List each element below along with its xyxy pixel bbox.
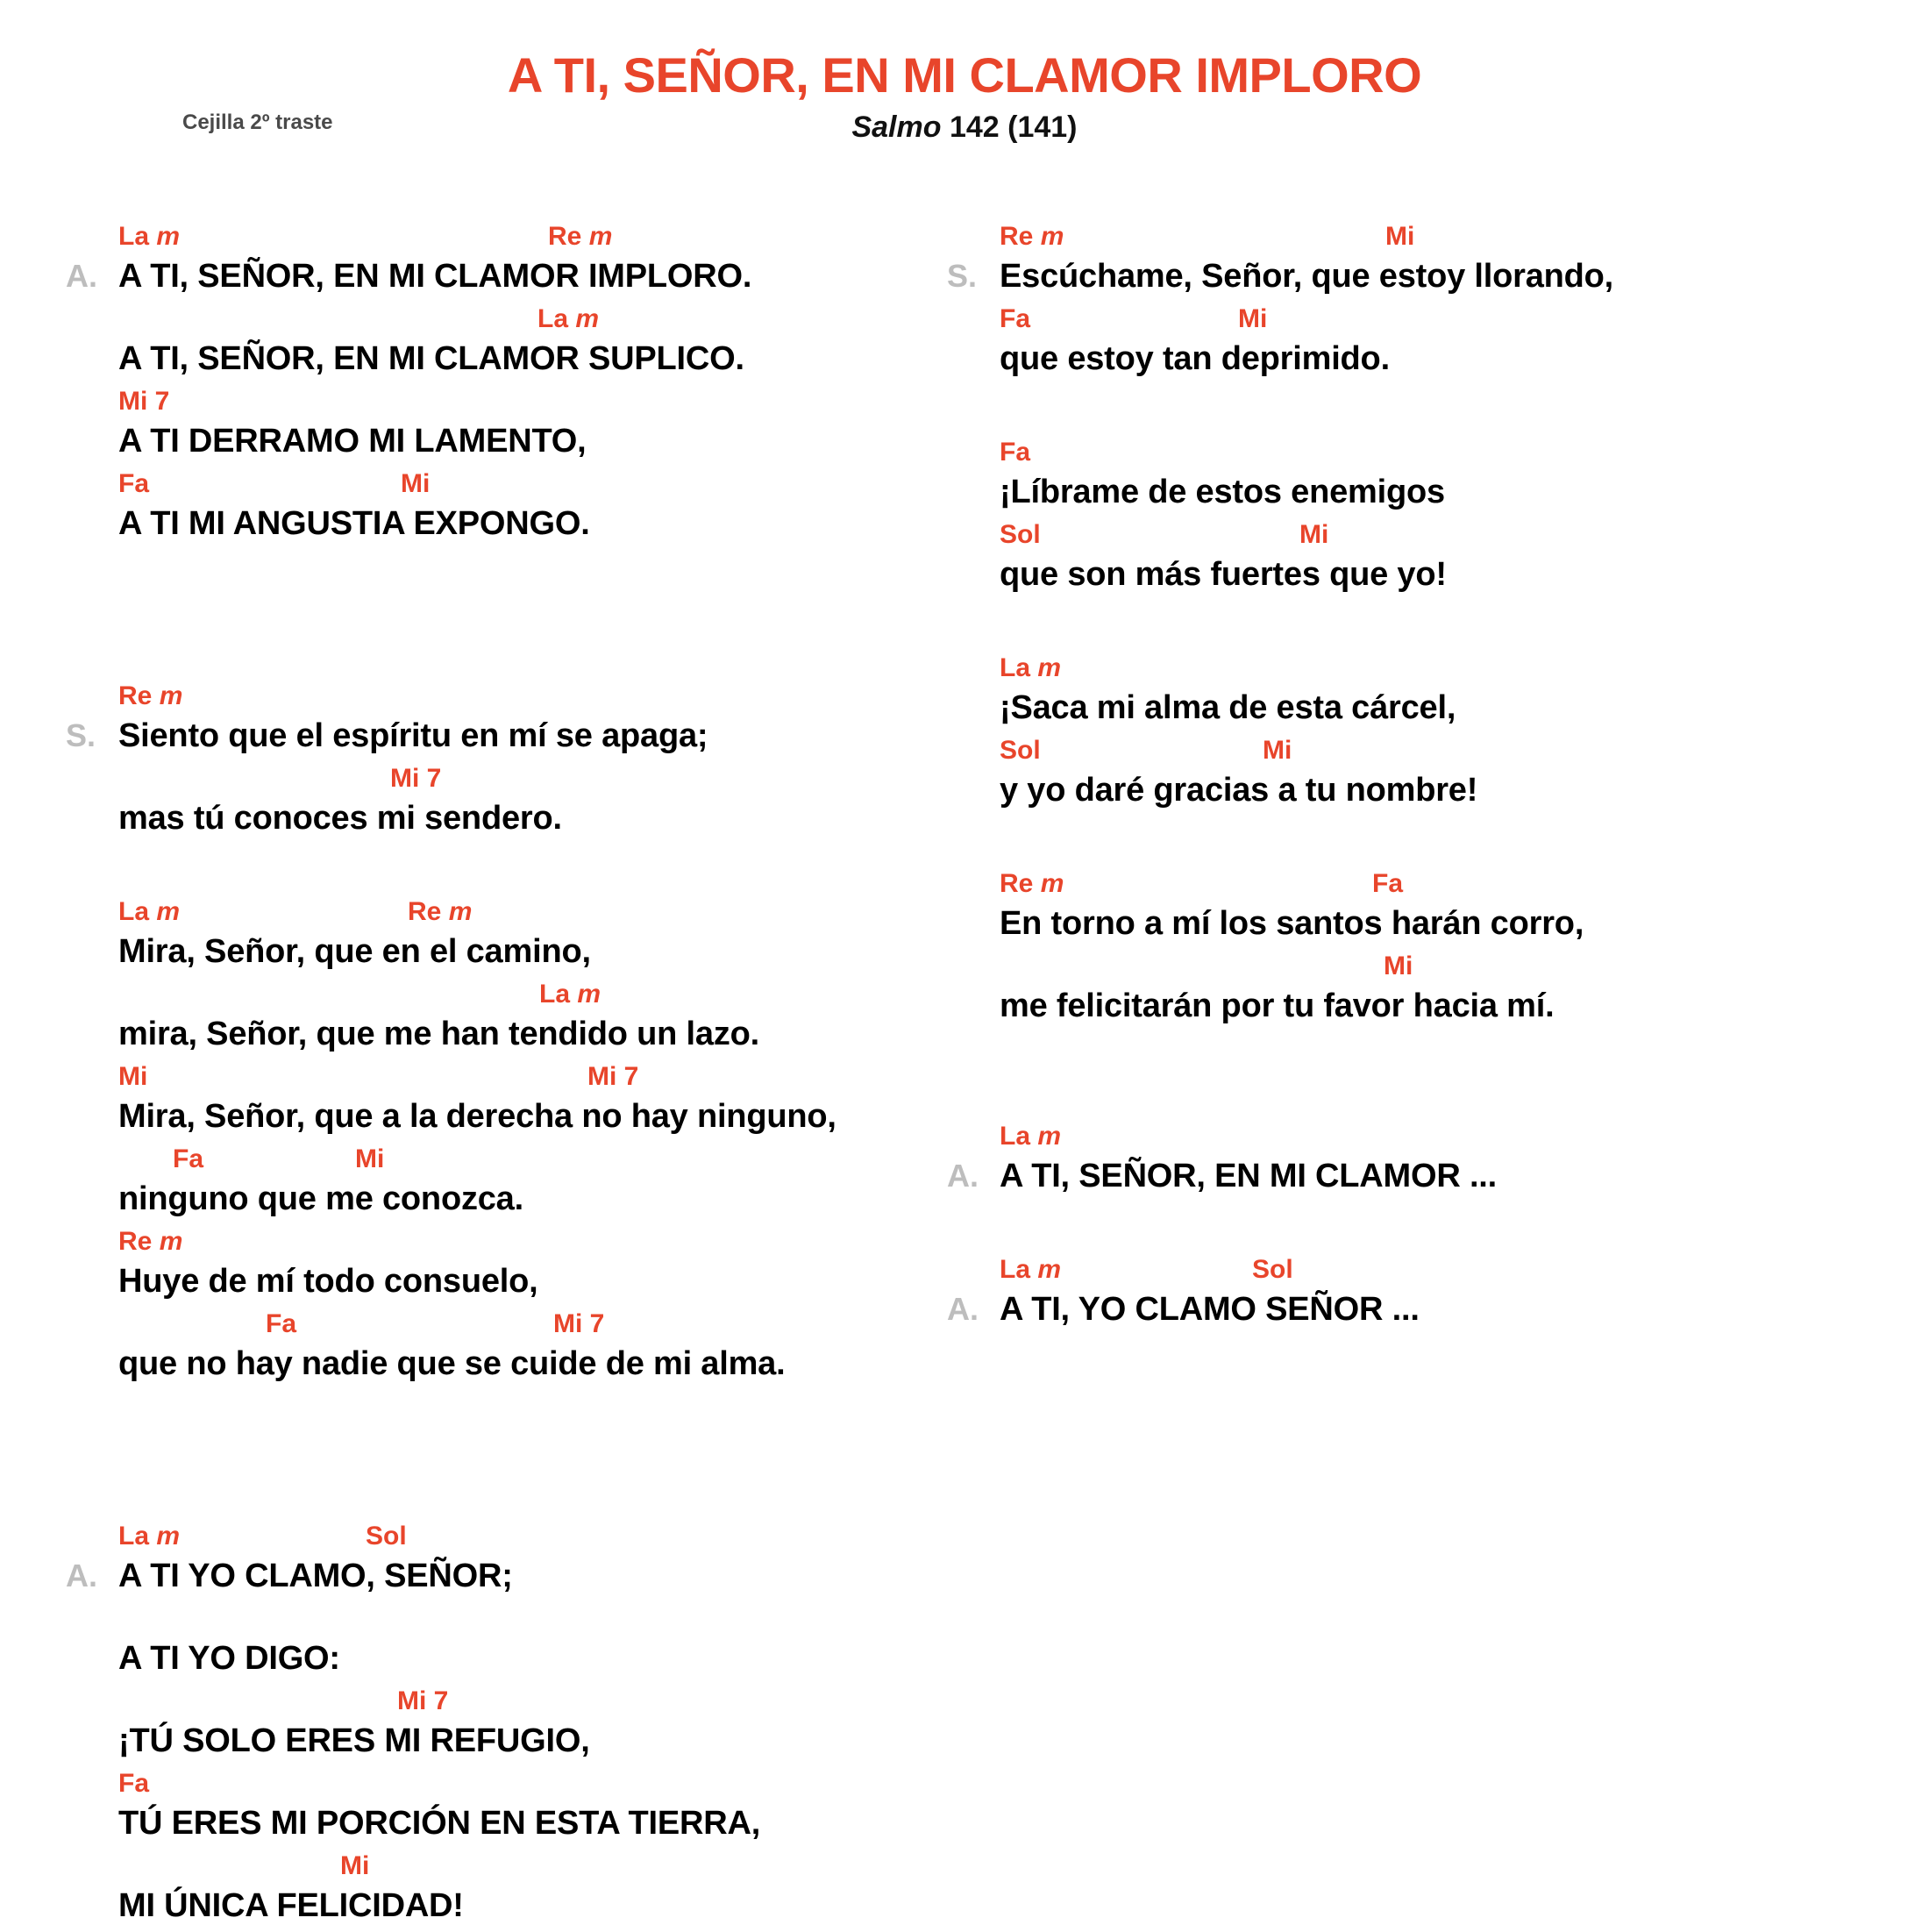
lyric-text: Escúchame, Señor, que estoy llorando, [1000,258,1614,295]
chord-label: Fa [118,1769,150,1798]
chord-row [118,1685,964,1718]
lyric-text-row [66,713,964,759]
chord-label: Re m [118,681,183,710]
lyric-line [1000,652,1929,734]
lyric-text-row [947,253,1929,299]
chord-row [118,1143,964,1176]
chord-label: La m [118,222,181,251]
lyric-text-row [118,1800,964,1846]
marker-assembly: A. [66,1558,97,1593]
chord-row [1000,1120,1929,1153]
lyric-line [66,1520,964,1602]
lyric-line [118,1767,964,1850]
lyric-text-row [1000,767,1929,813]
lyric-text-row [118,1341,964,1387]
lyric-text-row [118,418,964,464]
lyric-line [66,680,964,762]
chord-label: Re m [118,1227,183,1256]
chord-quality: m [577,980,601,1009]
lyric-text: A TI, SEÑOR, EN MI CLAMOR ... [1000,1158,1498,1194]
lyrics-column-left [0,197,964,1932]
lyric-text-row [118,1094,964,1139]
lyric-line [118,303,964,385]
lyric-line [118,467,964,550]
chord-row [118,978,964,1011]
lyric-line [118,1685,964,1767]
lyric-line [947,1253,1929,1336]
lyric-line [1000,303,1929,385]
chord-quality: m [448,897,473,926]
lyric-text: que no hay nadie que se cuide de mi alma. [118,1345,786,1382]
chord-label: Mi [1299,520,1329,549]
chord-label: Fa [173,1144,204,1173]
chord-row [1000,436,1929,469]
chord-row [1000,652,1929,685]
chord-label: Mi 7 [390,764,442,793]
lyric-text: MI ÚNICA FELICIDAD! [118,1887,464,1924]
lyric-text-row [118,1718,964,1764]
lyric-text-row [1000,469,1929,515]
chord-label: Sol [366,1522,407,1551]
lyric-line [1000,867,1929,950]
lyric-line [1000,436,1929,518]
chord-label: Mi [1263,736,1292,765]
lyrics-columns [0,197,1929,1932]
lyric-text: A TI DERRAMO MI LAMENTO, [118,423,587,460]
chord-label: Mi [401,469,431,498]
chord-row [1000,1253,1929,1287]
chord-row [118,1060,964,1094]
chord-row [118,385,964,418]
lyric-line [118,1602,964,1685]
lyric-line [1000,734,1929,816]
lyric-text: A TI YO DIGO: [118,1640,340,1677]
marker-soloist: S. [947,258,978,294]
lyric-text: A TI, SEÑOR, EN MI CLAMOR IMPLORO. [118,258,752,295]
lyric-text: mira, Señor, que me han tendido un lazo. [118,1016,759,1052]
lyric-text: que estoy tan deprimido. [1000,340,1390,377]
lyric-line [118,895,964,978]
chord-quality: m [1037,1122,1062,1151]
lyric-text: Mira, Señor, que en el camino, [118,933,591,970]
chord-label: Mi [340,1851,370,1880]
chord-row [118,762,964,795]
psalm-label: Salmo [851,111,942,144]
lyric-text: que son más fuertes que yo! [1000,556,1447,593]
chord-row [1000,950,1929,983]
lyric-text-row [66,1553,964,1599]
lyric-text: A TI MI ANGUSTIA EXPONGO. [118,505,590,542]
chord-quality: m [156,222,181,251]
chord-row [118,1308,964,1341]
lyric-line [947,220,1929,303]
lyric-text: A TI, SEÑOR, EN MI CLAMOR SUPLICO. [118,340,744,377]
chord-quality: m [1037,1255,1062,1284]
chord-quality: m [159,681,183,710]
stanza [947,220,1929,385]
lyric-line [947,1120,1929,1202]
chord-quality: m [159,1227,183,1256]
lyric-line [118,1060,964,1143]
stanza [66,1520,964,1932]
lyrics-column-right [947,197,1929,1336]
chord-label: Fa [118,469,150,498]
marker-assembly: A. [947,1158,979,1194]
lyric-text: me felicitarán por tu favor hacia mí. [1000,987,1555,1024]
lyric-line [118,1143,964,1225]
chord-label: Mi 7 [587,1062,639,1091]
chord-label: La m [1000,1122,1062,1151]
lyric-line [1000,518,1929,601]
chord-label: Sol [1252,1255,1293,1284]
chord-label: Mi 7 [553,1309,605,1338]
lyric-text-row [1000,336,1929,381]
lyric-text: En torno a mí los santos harán corro, [1000,905,1584,942]
chord-row [118,1850,964,1883]
lyric-text: ¡TÚ SOLO ERES MI REFUGIO, [118,1722,590,1759]
lyric-text-row [1000,983,1929,1029]
lyric-text: Siento que el espíritu en mí se apaga; [118,717,708,754]
chord-label: Mi [1384,952,1413,980]
lyric-line [118,978,964,1060]
lyric-line [118,762,964,845]
chord-row [1000,518,1929,552]
chord-row [118,303,964,336]
lyric-line [118,1225,964,1308]
marker-soloist: S. [66,717,96,753]
stanza [1000,867,1929,1032]
stanza [66,220,964,550]
chord-label: Mi [1385,222,1415,251]
chord-label: Re m [408,897,473,926]
lyric-text-row [118,501,964,546]
lyric-text: ninguno que me conozca. [118,1180,523,1217]
chord-row [1000,220,1929,253]
stanza [66,680,964,845]
marker-assembly: A. [947,1291,979,1327]
chord-row [1000,867,1929,901]
chord-row [118,1225,964,1258]
psalm-number: 142 (141) [941,111,1078,144]
stanza [1000,652,1929,816]
lyric-text-row [1000,552,1929,597]
chord-label: Re m [1000,869,1064,898]
chord-row [118,1602,964,1636]
lyric-text-row [66,253,964,299]
chord-label: La m [537,304,600,333]
chord-label: Mi [355,1144,385,1173]
chord-label: La m [1000,1255,1062,1284]
marker-assembly: A. [66,258,97,294]
chord-row [118,680,964,713]
page-title: A TI, SEÑOR, EN MI CLAMOR IMPLORO [507,47,1422,103]
chord-quality: m [575,304,600,333]
lyric-text-row [118,1883,964,1928]
chord-label: La m [539,980,601,1009]
lyric-text: Huye de mí todo consuelo, [118,1263,538,1300]
lyric-text: A TI YO CLAMO, SEÑOR; [118,1558,513,1594]
chord-label: Mi [1238,304,1268,333]
lyric-text-row [118,1176,964,1222]
lyric-line [66,220,964,303]
chord-label: Re m [1000,222,1064,251]
lyric-text: Mira, Señor, que a la derecha no hay ninguno, [118,1098,836,1135]
chord-quality: m [588,222,613,251]
chord-label: Mi 7 [397,1686,449,1715]
chord-label: La m [118,897,181,926]
lyric-text: A TI, YO CLAMO SEÑOR ... [1000,1291,1420,1328]
chord-row [118,467,964,501]
lyric-text: ¡Saca mi alma de esta cárcel, [1000,689,1456,726]
chord-label: Fa [1000,438,1031,467]
chord-label: Fa [1000,304,1031,333]
stanza [1000,436,1929,601]
lyric-line [1000,950,1929,1032]
chord-label: Sol [1000,520,1041,549]
lyric-text-row [947,1287,1929,1332]
chord-quality: m [1040,222,1064,251]
chord-label: Re m [548,222,613,251]
lyric-text: TÚ ERES MI PORCIÓN EN ESTA TIERRA, [118,1805,761,1842]
chord-quality: m [156,1522,181,1551]
capo-instruction: Cejilla 2º traste [182,111,333,134]
lyric-text-row [118,1258,964,1304]
stanza [947,1120,1929,1202]
chord-label: Sol [1000,736,1041,765]
chord-row [118,1767,964,1800]
lyric-text: y yo daré gracias a tu nombre! [1000,772,1478,809]
lyric-text-row [118,795,964,841]
lyric-text-row [118,1636,964,1681]
chord-row [118,220,964,253]
chord-label: La m [1000,653,1062,682]
lyric-text-row [118,336,964,381]
lyric-text: mas tú conoces mi sendero. [118,800,562,837]
chord-label: Fa [266,1309,297,1338]
chord-label: La m [118,1522,181,1551]
lyric-text-row [1000,901,1929,946]
lyric-line [118,1850,964,1932]
lyric-line [118,385,964,467]
lyric-text-row [118,929,964,974]
chord-row [118,895,964,929]
lyric-text-row [1000,685,1929,731]
chord-quality: m [156,897,181,926]
chord-label: Mi 7 [118,387,170,416]
stanza [118,895,964,1390]
chord-quality: m [1037,653,1062,682]
chord-label: Fa [1372,869,1404,898]
chord-row [1000,734,1929,767]
chord-label: Mi [118,1062,148,1091]
stanza [947,1253,1929,1336]
chord-row [1000,303,1929,336]
lyric-line [118,1308,964,1390]
chord-row [118,1520,964,1553]
lyric-text-row [947,1153,1929,1199]
lyric-text-row [118,1011,964,1057]
lyric-text: ¡Líbrame de estos enemigos [1000,474,1445,510]
chord-quality: m [1040,869,1064,898]
